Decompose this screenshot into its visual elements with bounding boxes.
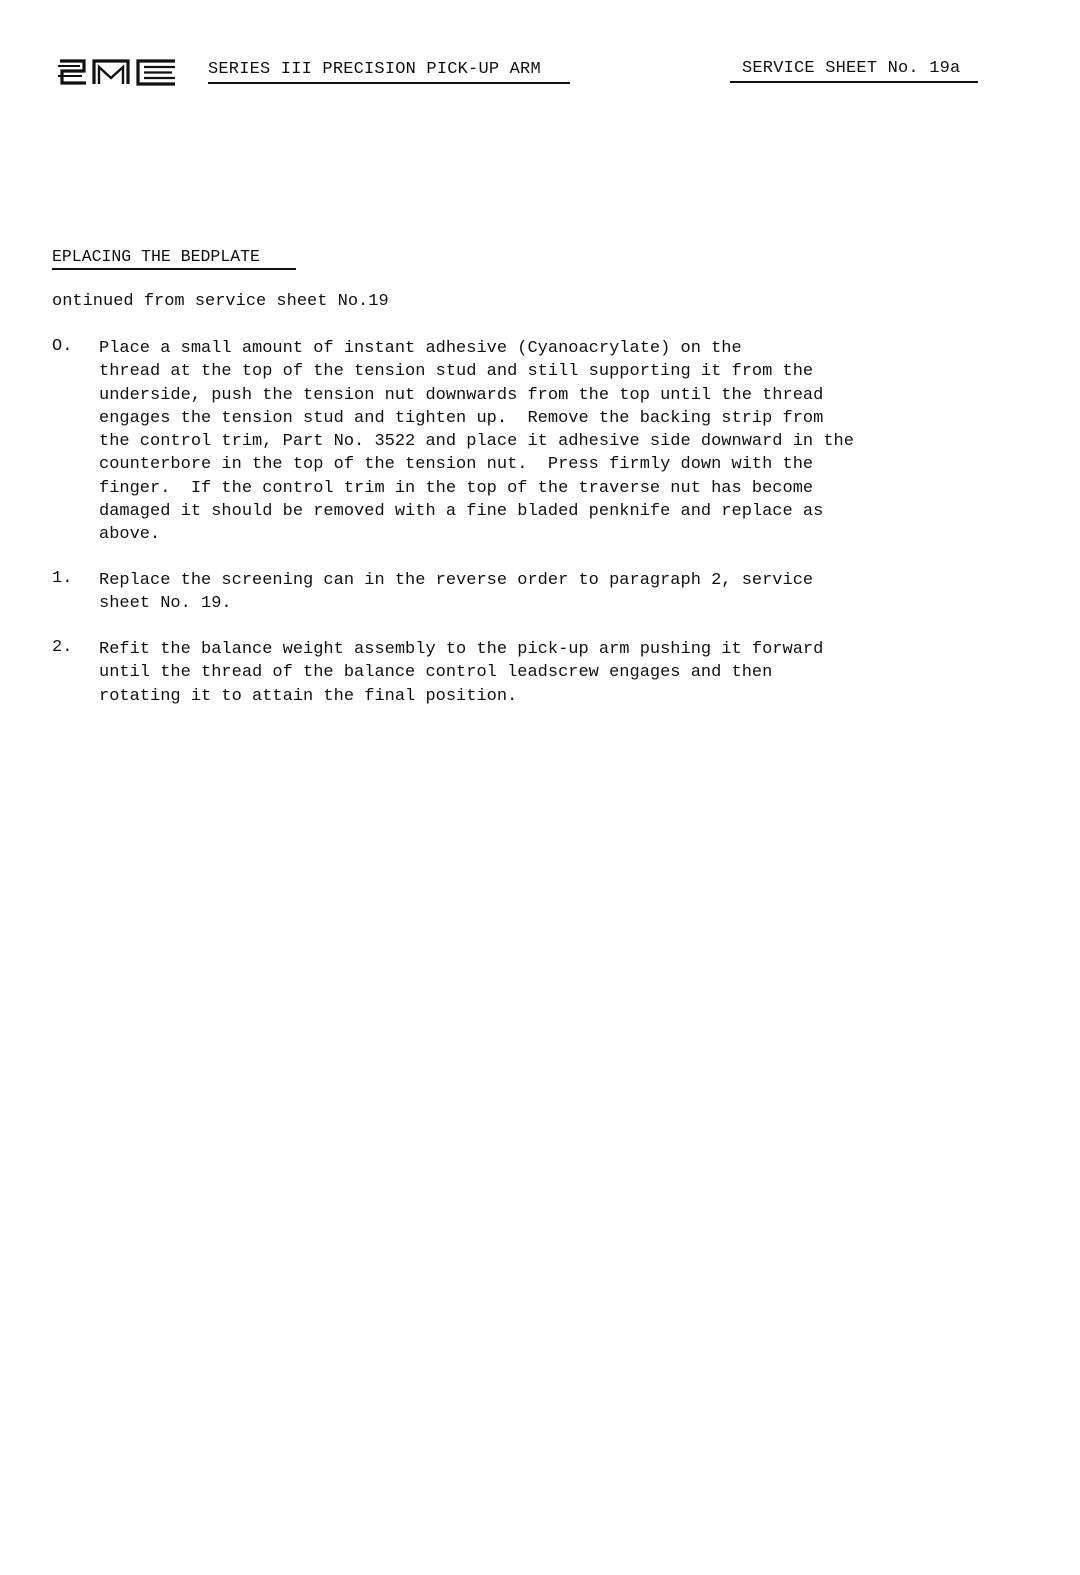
paragraph-line: sheet No. 19. bbox=[99, 594, 232, 614]
paragraph-line: above. bbox=[99, 525, 161, 545]
paragraph-line: damaged it should be removed with a fine bladed penknife and replace as bbox=[99, 502, 824, 522]
paragraph-line: rotating it to attain the final position. bbox=[99, 686, 518, 706]
paragraph-number: 1. bbox=[52, 569, 73, 588]
paragraph-line: thread at the top of the tension stud and still supporting it from the bbox=[99, 362, 814, 382]
document-title: SERIES III PRECISION PICK-UP ARM bbox=[208, 60, 541, 79]
section-heading-underline bbox=[52, 268, 296, 270]
paragraph-line: Replace the screening can in the reverse order to paragraph 2, service bbox=[99, 571, 814, 590]
paragraph-line: counterbore in the top of the tension nut. Press firmly down with the bbox=[99, 455, 814, 475]
title-underline bbox=[208, 82, 570, 84]
paragraph-line: engages the tension stud and tighten up. Remove the backing strip from bbox=[99, 408, 824, 428]
paragraph-line: underside, push the tension nut downwards from the top until the thread bbox=[99, 385, 824, 405]
continued-note: ontinued from service sheet No.19 bbox=[52, 292, 389, 311]
paragraph-text bbox=[99, 569, 813, 616]
paragraph-line: Refit the balance weight assembly to the pick-up arm pushing it forward bbox=[99, 640, 824, 659]
paragraph-line: finger. If the control trim in the top of the traverse nut has become bbox=[99, 478, 814, 498]
paragraph-line: the control trim, Part No. 3522 and place it adhesive side downward in the bbox=[99, 432, 854, 452]
sheet-number-underline bbox=[730, 81, 978, 83]
sme-logo bbox=[58, 58, 178, 86]
section-heading: EPLACING THE BEDPLATE bbox=[52, 247, 260, 266]
paragraph-line: Place a small amount of instant adhesive (Cyanoacrylate) on the bbox=[99, 339, 742, 358]
paragraph-line: until the thread of the balance control leadscrew engages and then bbox=[99, 663, 773, 683]
paragraph-number: 2. bbox=[52, 638, 73, 657]
sheet-number: SERVICE SHEET No. 19a bbox=[742, 59, 961, 78]
paragraph-text bbox=[99, 337, 854, 547]
paragraph-text bbox=[99, 638, 823, 708]
paragraph-number: O. bbox=[52, 337, 73, 356]
